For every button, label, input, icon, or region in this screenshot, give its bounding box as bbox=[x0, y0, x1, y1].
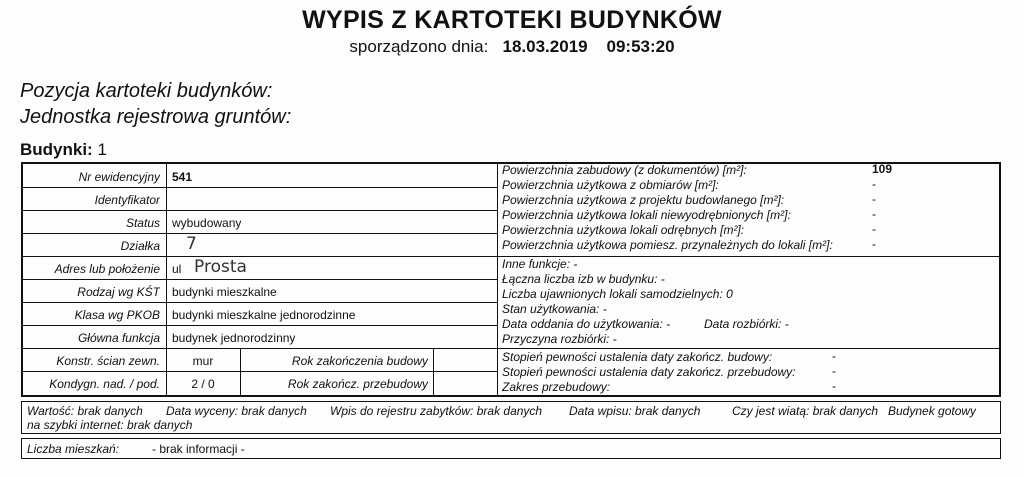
data-rozbiorki: Data rozbiórki: - bbox=[704, 317, 789, 331]
liczba-mieszkan-value: - brak informacji - bbox=[152, 442, 245, 456]
budynek-gotowy: Budynek gotowy bbox=[888, 404, 977, 418]
liczba-lokali: Liczba ujawnionych lokali samodzielnych: 0 bbox=[502, 287, 733, 301]
przyczyna-rozbiorki: Przyczyna rozbiórki: - bbox=[502, 332, 617, 346]
zakres-przebudowy-label: Zakres przebudowy: bbox=[502, 380, 611, 394]
report-date: 18.03.2019 bbox=[502, 37, 588, 56]
kondygn-value: 2 / 0 bbox=[191, 377, 215, 391]
report-time: 09:53:20 bbox=[606, 37, 675, 56]
pow-zabudowy-label: Powierzchnia zabudowy (z dokumentów) [m²]: bbox=[502, 163, 747, 177]
pow-niewyodrebnionych-label: Powierzchnia użytkowa lokali niewyodrębnionych [m²]: bbox=[502, 208, 791, 222]
adres-value: Prosta bbox=[194, 257, 247, 277]
wartosc: Wartość: brak danych bbox=[27, 404, 143, 418]
rok-zakonczenia-label: Rok zakończenia budowy bbox=[291, 354, 428, 368]
document-title: WYPIS Z KARTOTEKI BUDYNKÓW bbox=[302, 6, 722, 34]
pow-obmiarow-value: - bbox=[872, 177, 876, 191]
zakres-przebudowy-value: - bbox=[832, 379, 836, 393]
budynki-count: Budynki: 1 bbox=[20, 140, 107, 159]
dzialka-value: 7 bbox=[186, 234, 197, 254]
pow-projektu-value: - bbox=[872, 192, 876, 206]
status-label: Status bbox=[125, 216, 160, 230]
kondygn-label: Kondygn. nad. / pod. bbox=[49, 377, 160, 391]
pow-obmiarow-label: Powierzchnia użytkowa z obmiarów [m²]: bbox=[502, 178, 719, 192]
konstr-label: Konstr. ścian zewn. bbox=[56, 354, 160, 368]
czy-wiata: Czy jest wiatą: brak danych bbox=[732, 404, 879, 418]
data-oddania: Data oddania do użytkowania: - bbox=[502, 317, 671, 331]
document-subtitle bbox=[0, 37, 1024, 57]
pozycja-label: Pozycja kartoteki budynków: bbox=[20, 80, 273, 102]
data-wpisu: Data wpisu: brak danych bbox=[569, 404, 701, 418]
liczba-mieszkan-label: Liczba mieszkań: bbox=[27, 442, 120, 456]
stopien-budowy-label: Stopień pewności ustalenia daty zakończ. budowy: bbox=[502, 350, 773, 364]
glowna-funkcja-value: budynek jednorodzinny bbox=[172, 331, 296, 345]
klasa-pkob-value: budynki mieszkalne jednorodzinne bbox=[172, 308, 356, 322]
stopien-przebudowy-value: - bbox=[832, 364, 836, 378]
pow-przynaleznych-label: Powierzchnia użytkowa pomiesz. przynależnych do lokali [m²]: bbox=[502, 238, 833, 252]
adres-prefix: ul bbox=[172, 262, 182, 276]
wpis-rejestru: Wpis do rejestru zabytków: brak danych bbox=[330, 404, 543, 418]
laczna-liczba-izb: Łączna liczba izb w budynku: - bbox=[502, 272, 665, 286]
identyfikator-label: Identyfikator bbox=[94, 193, 160, 207]
dzialka-label: Działka bbox=[120, 239, 160, 253]
stopien-budowy-value: - bbox=[832, 349, 836, 363]
status-value: wybudowany bbox=[172, 216, 242, 230]
szybki-internet: na szybki internet: brak danych bbox=[27, 418, 193, 432]
klasa-pkob-label: Klasa wg PKOB bbox=[74, 308, 160, 322]
inne-funkcje: Inne funkcje: - bbox=[502, 257, 578, 271]
jednostka-label: Jednostka rejestrowa gruntów: bbox=[20, 106, 292, 128]
pow-niewyodrebnionych-value: - bbox=[872, 207, 876, 221]
rodzaj-kst-value: budynki mieszkalne bbox=[172, 285, 277, 299]
pow-zabudowy-value: 109 bbox=[872, 162, 893, 176]
nr-ewidencyjny-value: 541 bbox=[172, 170, 193, 184]
konstr-value: mur bbox=[192, 354, 214, 368]
pow-przynaleznych-value: - bbox=[872, 237, 876, 251]
pow-odrebnych-value: - bbox=[872, 222, 876, 236]
sporzadzono-label: sporządzono dnia: bbox=[349, 37, 489, 56]
pow-projektu-label: Powierzchnia użytkowa z projektu budowlanego [m²]: bbox=[502, 193, 785, 207]
rodzaj-kst-label: Rodzaj wg KŚT bbox=[77, 285, 160, 299]
nr-ewidencyjny-label: Nr ewidencyjny bbox=[78, 170, 160, 184]
rok-przebudowy-label: Rok zakończ. przebudowy bbox=[287, 377, 428, 391]
adres-label: Adres lub położenie bbox=[54, 262, 160, 276]
data-wyceny: Data wyceny: brak danych bbox=[166, 404, 307, 418]
pow-odrebnych-label: Powierzchnia użytkowa lokali odrębnych [m²]: bbox=[502, 223, 745, 237]
stopien-przebudowy-label: Stopień pewności ustalenia daty zakończ. przebudowy: bbox=[502, 365, 796, 379]
stan-uzytkowania: Stan użytkowania: - bbox=[502, 302, 607, 316]
glowna-funkcja-label: Główna funkcja bbox=[77, 331, 160, 345]
